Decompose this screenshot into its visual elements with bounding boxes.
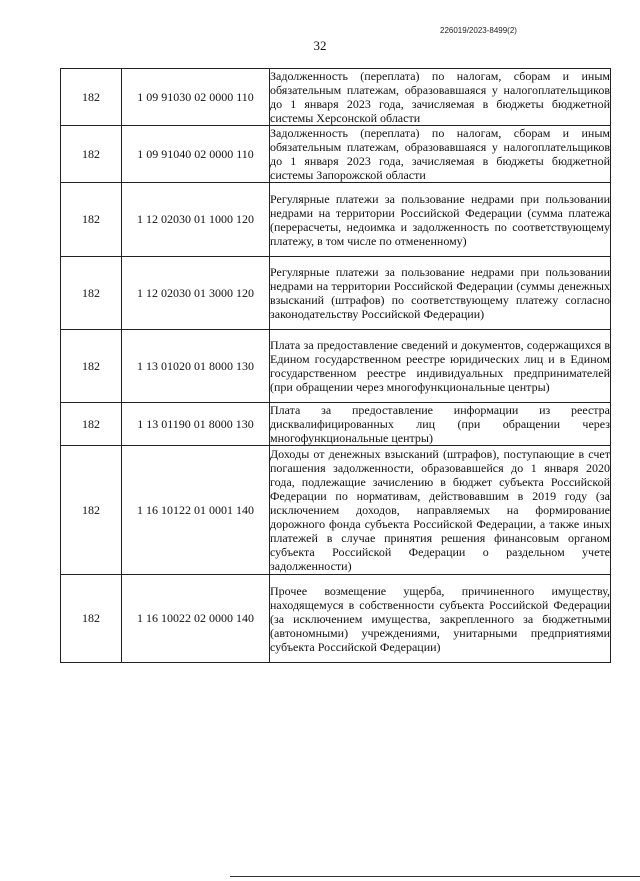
- admin-code-cell: 182: [61, 257, 122, 330]
- table-row: [61, 183, 611, 257]
- budget-code-cell: 1 16 10122 01 0001 140: [122, 446, 270, 575]
- table-row: [61, 330, 611, 403]
- budget-code-cell: 1 09 91030 02 0000 110: [122, 69, 270, 126]
- table-row: [61, 126, 611, 183]
- description-cell: Плата за предоставление сведений и документов, содержащихся в Едином государственном реестре юридических лиц и в Едином государственном реестре индивидуальных предпринимателей (при обращении через многофункциональные центры): [270, 330, 611, 403]
- budget-code-cell: 1 16 10022 02 0000 140: [122, 575, 270, 663]
- table-row: [61, 575, 611, 663]
- admin-code-cell: 182: [61, 446, 122, 575]
- admin-code-cell: 182: [61, 330, 122, 403]
- budget-code-cell: 1 09 91040 02 0000 110: [122, 126, 270, 183]
- admin-code-cell: 182: [61, 183, 122, 257]
- table-row: [61, 257, 611, 330]
- bottom-divider: [230, 876, 640, 877]
- revenue-codes-table: [60, 68, 611, 663]
- description-cell: Задолженность (переплата) по налогам, сборам и иным обязательным платежам, образовавшаяся у налогоплательщиков до 1 января 2023 года, зачисляемая в бюджеты бюджетной системы Запорожской области: [270, 126, 610, 182]
- description-cell: Плата за предоставление информации из реестра дисквалифицированных лиц (при обращении через многофункциональные центры): [270, 403, 610, 445]
- document-id: 226019/2023-8499(2): [440, 26, 517, 35]
- budget-code-cell: 1 12 02030 01 1000 120: [122, 183, 270, 257]
- page-number: 32: [313, 38, 327, 53]
- admin-code-cell: 182: [61, 69, 122, 126]
- budget-code-cell: 1 12 02030 01 3000 120: [122, 257, 270, 330]
- description-cell: Задолженность (переплата) по налогам, сборам и иным обязательным платежам, образовавшаяся у налогоплательщиков до 1 января 2023 года, зачисляемая в бюджеты бюджетной системы Херсонской области: [270, 69, 610, 125]
- table-row: [61, 446, 611, 575]
- table-row: [61, 403, 611, 446]
- admin-code-cell: 182: [61, 126, 122, 183]
- budget-code-cell: 1 13 01020 01 8000 130: [122, 330, 270, 403]
- budget-code-cell: 1 13 01190 01 8000 130: [122, 403, 270, 446]
- description-cell: Доходы от денежных взысканий (штрафов), поступающие в счет погашения задолженности, образовавшейся до 1 января 2020 года, подлежащие зачислению в бюджет субъекта Российской Федерации по нормативам, действовавшим в 2019 году (за исключением доходов, направляемых на формирование дорожного фонда субъекта Российской Федерации, а также иных платежей в случае принятия решения финансовым органом субъекта Российской Федерации о раздельном учете задолженности): [270, 447, 610, 573]
- table-row: [61, 69, 611, 126]
- description-cell: Прочее возмещение ущерба, причиненного имуществу, находящемуся в собственности субъекта Российской Федерации (за исключением имущества, закрепленного за бюджетными (автономными) учреждениями, унитарными предприятиями субъекта Российской Федерации): [270, 575, 611, 663]
- admin-code-cell: 182: [61, 403, 122, 446]
- admin-code-cell: 182: [61, 575, 122, 663]
- description-cell: Регулярные платежи за пользование недрами при пользовании недрами на территории Российской Федерации (суммы денежных взысканий (штрафов) по соответствующему платежу согласно законодательству Российской Федерации): [270, 257, 611, 330]
- description-cell: Регулярные платежи за пользование недрами при пользовании недрами на территории Российской Федерации (сумма платежа (перерасчеты, недоимка и задолженность по соответствующему платежу, в том числе по отмененному): [270, 183, 611, 257]
